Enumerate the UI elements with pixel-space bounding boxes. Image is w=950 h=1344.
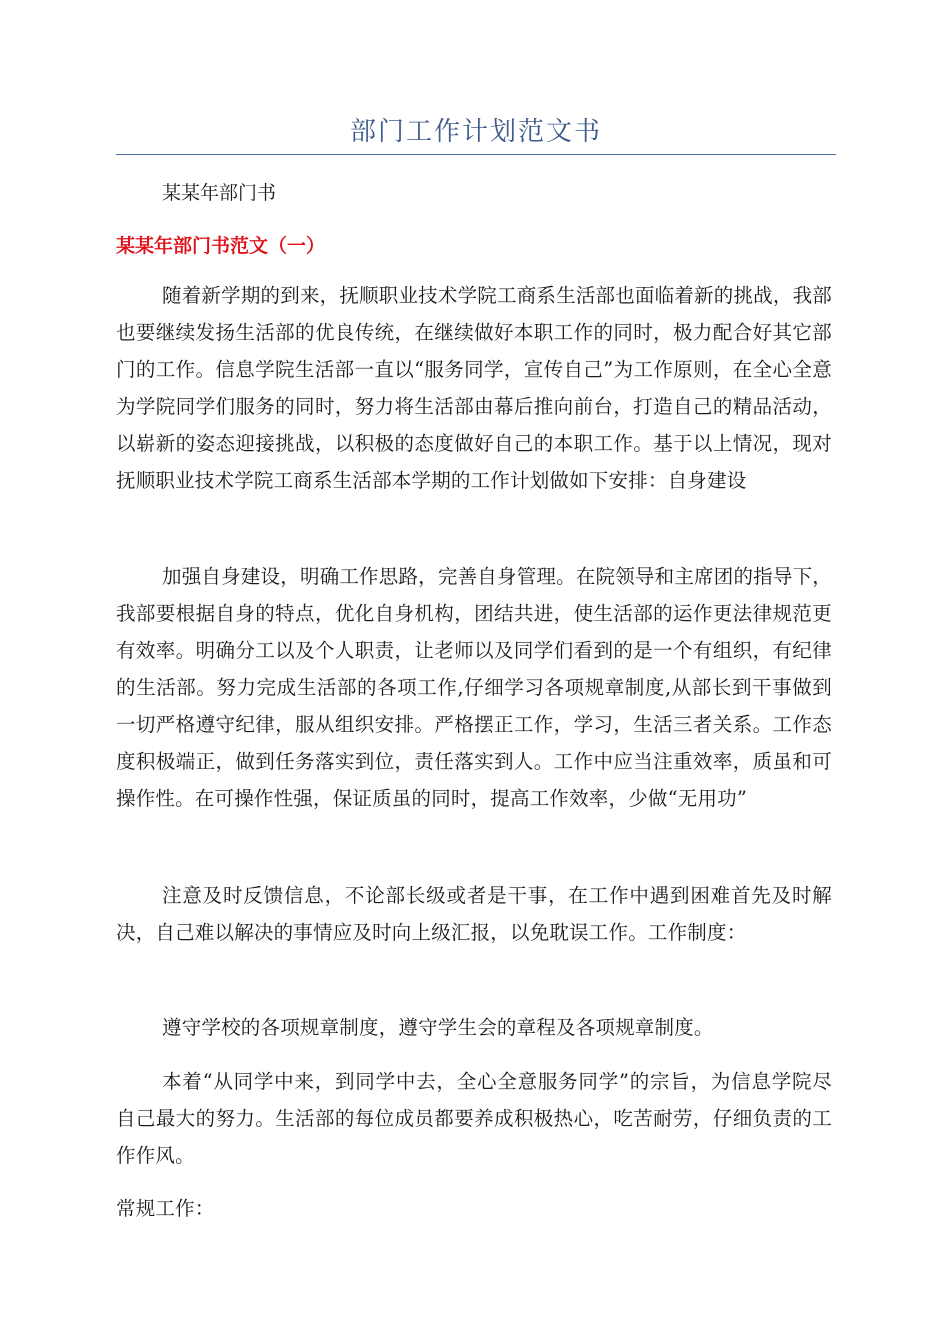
paragraph-routine-heading: 常规工作： xyxy=(116,1197,215,1220)
paragraph-self-building: 加强自身建设，明确工作思路，完善自身管理。在院领导和主席团的指导下，我部要根据自身的特点，优化自身机构，团结共进，使生活部的运作更法律规范更有效率。明确分工以及个人职责，让老师以及同学们看到的是一个有组织，有纪律的生活部。努力完成生活部的各项工作,仔细学习各项规章制度,从部长到干事做到一切严格遵守纪律，服从组织安排。严格摆正工作，学习，生活三者关系。工作态度积极端正，做到任务落实到位，责任落实到人。工作中应当注重效率，质虽和可操作性。在可操作性强，保证质虽的同时，提高工作效率，少做“无用功” xyxy=(116,565,832,810)
document-title: 部门工作计划范文书 xyxy=(349,117,602,147)
title-divider xyxy=(116,154,836,155)
document-subtitle: 某某年部门书 xyxy=(162,182,277,204)
paragraph-purpose: 本着“从同学中来，到同学中去，全心全意服务同学”的宗旨，为信息学院尽自己最大的努力。生活部的每位成员都要养成积极热心，吃苦耐劳，仔细负责的工作作风。 xyxy=(116,1070,832,1167)
paragraph-feedback: 注意及时反馈信息，不论部长级或者是干事，在工作中遇到困难首先及时解决，自己难以解决的事情应及时向上级汇报，以免耽误工作。工作制度： xyxy=(116,884,832,944)
section-heading: 某某年部门书范文（一） xyxy=(116,235,326,257)
paragraph-intro: 随着新学期的到来，抚顺职业技术学院工商系生活部也面临着新的挑战，我部也要继续发扬生活部的优良传统，在继续做好本职工作的同时，极力配合好其它部门的工作。信息学院生活部一直以“服务同学，宣传自己”为工作原则，在全心全意为学院同学们服务的同时，努力将生活部由幕后推向前台，打造自己的精品活动，以崭新的姿态迎接挑战，以积极的态度做好自己的本职工作。基于以上情况，现对抚顺职业技术学院工商系生活部本学期的工作计划做如下安排：自身建设 xyxy=(116,284,832,492)
paragraph-rules: 遵守学校的各项规章制度，遵守学生会的章程及各项规章制度。 xyxy=(162,1016,714,1039)
